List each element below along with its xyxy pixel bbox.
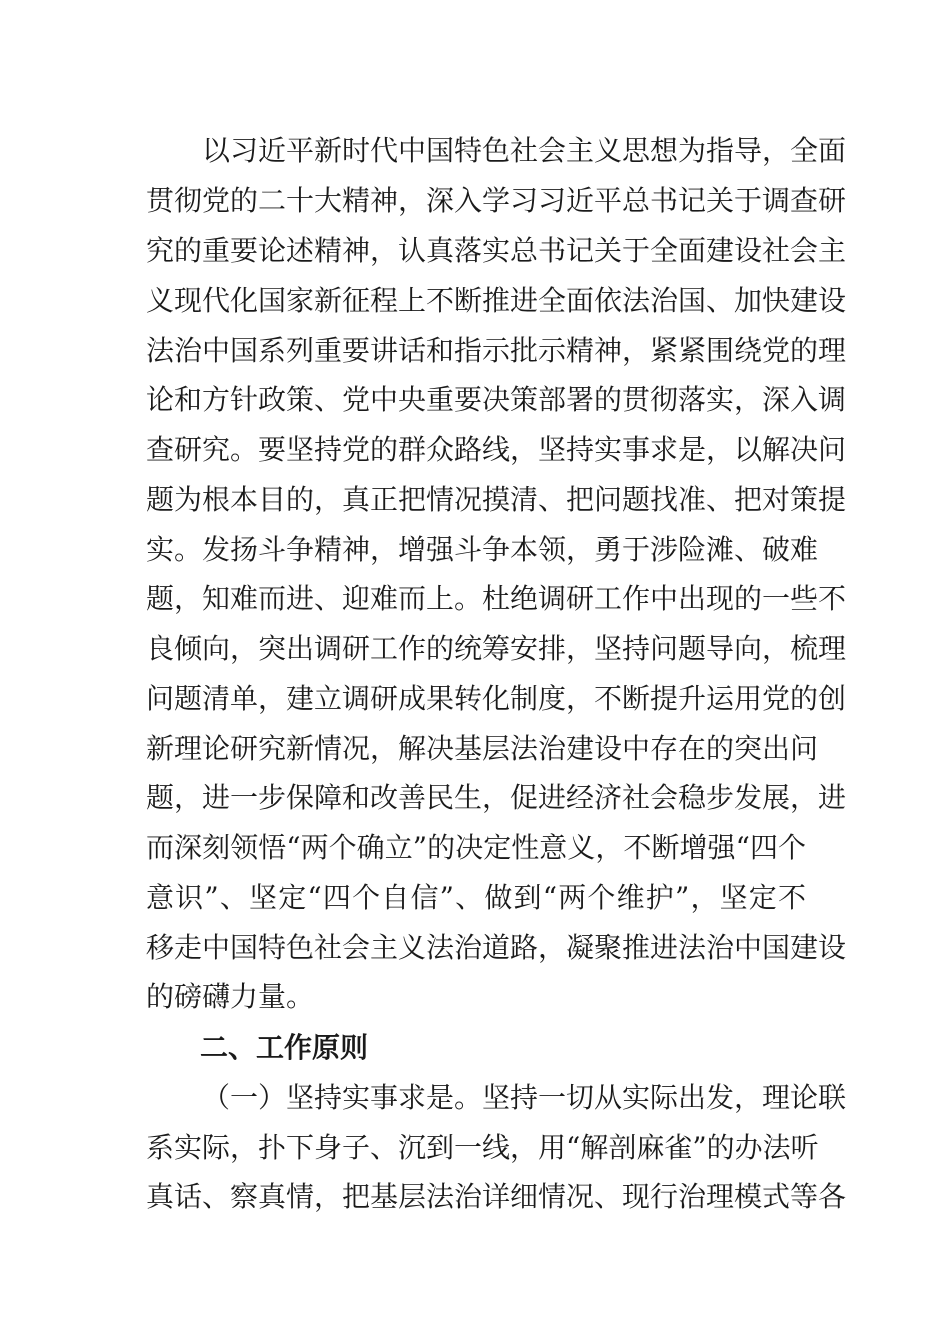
paragraph-line: 题，进一步保障和改善民生，促进经济社会稳步发展，进 [146,781,847,814]
section-heading: 二、工作原则 [200,1031,369,1064]
paragraph-line: 而深刻领悟“两个确立”的决定性意义，不断增强“四个 [146,831,806,864]
paragraph-line: 意识”、坚定“四个自信”、做到“两个维护”，坚定不 [146,881,806,914]
paragraph-line: 题，知难而进、迎难而上。杜绝调研工作中出现的一些不 [146,582,847,615]
paragraph-line: 系实际，扑下身子、沉到一线，用“解剖麻雀”的办法听 [146,1131,819,1164]
paragraph-line: 贯彻党的二十大精神，深入学习习近平总书记关于调查研 [146,184,847,217]
paragraph-line: 移走中国特色社会主义法治道路，凝聚推进法治中国建设 [146,931,847,964]
paragraph-line: 问题清单，建立调研成果转化制度，不断提升运用党的创 [146,682,847,715]
paragraph-line: 真话、察真情，把基层法治详细情况、现行治理模式等各 [146,1180,847,1213]
paragraph-line: 实。发扬斗争精神，增强斗争本领，勇于涉险滩、破难 [146,533,819,566]
paragraph-line: 以习近平新时代中国特色社会主义思想为指导，全面 [202,134,847,167]
paragraph-line: 论和方针政策、党中央重要决策部署的贯彻落实，深入调 [146,383,847,416]
paragraph-line: 的磅礴力量。 [146,980,315,1013]
paragraph-line: 新理论研究新情况，解决基层法治建设中存在的突出问 [146,732,819,765]
paragraph-line: 良倾向，突出调研工作的统筹安排，坚持问题导向，梳理 [146,632,847,665]
paragraph-line: 查研究。要坚持党的群众路线，坚持实事求是，以解决问 [146,433,847,466]
paragraph-line: 义现代化国家新征程上不断推进全面依法治国、加快建设 [146,284,847,317]
paragraph-line: 题为根本目的，真正把情况摸清、把问题找准、把对策提 [146,483,847,516]
paragraph-line: 法治中国系列重要讲话和指示批示精神，紧紧围绕党的理 [146,334,847,367]
paragraph-line: 究的重要论述精神，认真落实总书记关于全面建设社会主 [146,234,847,267]
paragraph-line: （一）坚持实事求是。坚持一切从实际出发，理论联 [202,1081,847,1114]
